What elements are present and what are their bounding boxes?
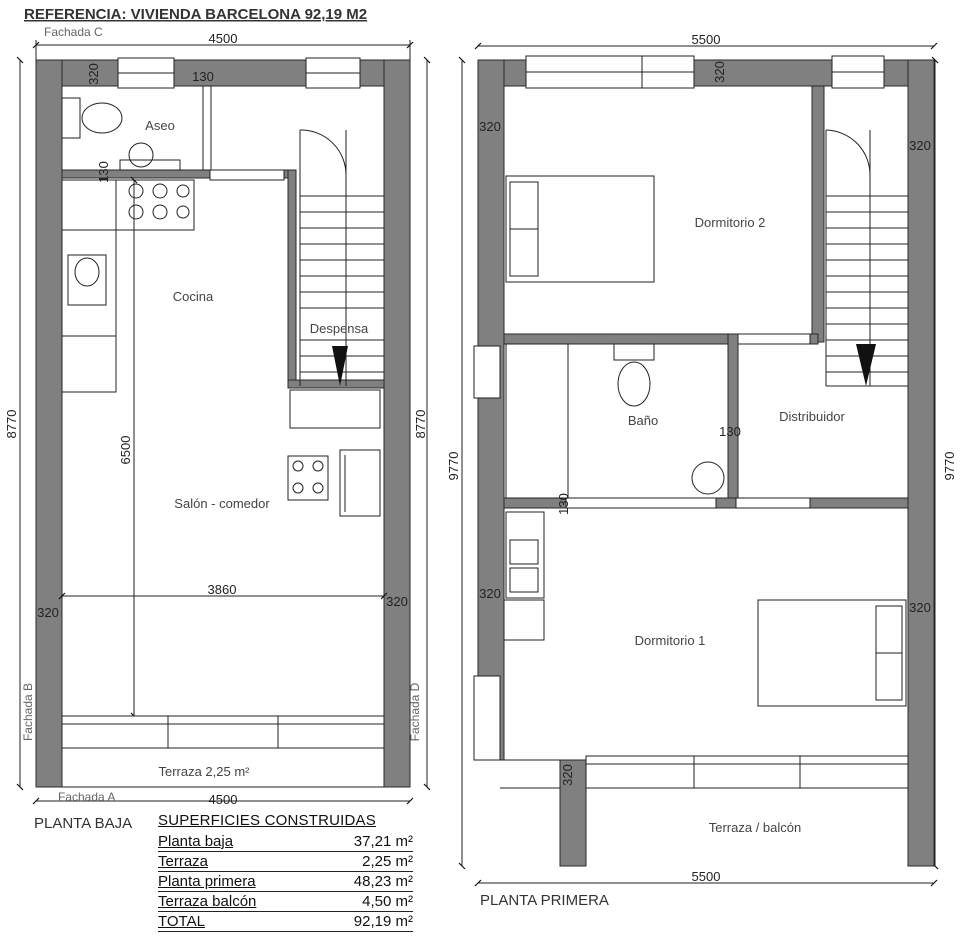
gf-room-salon: Salón - comedor <box>174 496 270 511</box>
drawing-title: REFERENCIA: VIVIENDA BARCELONA 92,19 M2 <box>24 6 368 23</box>
ff-dim-width-top: 5500 <box>691 32 721 47</box>
ff-room-distribuidor: Distribuidor <box>779 409 845 424</box>
gf-dim-width-bottom: 4500 <box>208 792 238 807</box>
ff-dim-wall-bottom: 320 <box>560 764 575 786</box>
ff-dim-wall-right-mid: 320 <box>909 600 931 615</box>
surfaces-table <box>158 812 413 932</box>
ff-dim-width-bottom: 5500 <box>691 869 721 884</box>
ff-dim-partition-a: 130 <box>719 424 741 439</box>
gf-facade-bottom: Fachada A <box>58 790 116 804</box>
ground-floor-plan <box>4 25 428 832</box>
ground-stairs <box>300 130 384 386</box>
surfaces-row-label: Planta baja <box>158 833 234 850</box>
gf-dim-interior-height: 6500 <box>118 435 133 465</box>
surfaces-row <box>158 892 413 912</box>
ff-room-dormitorio2: Dormitorio 2 <box>694 215 766 230</box>
surfaces-row-value: 2,25 m² <box>362 853 413 870</box>
first-floor-plan <box>446 32 957 909</box>
ff-dim-wall-left-top: 320 <box>479 119 501 134</box>
ff-room-terraza: Terraza / balcón <box>708 820 802 835</box>
surfaces-row <box>158 852 413 872</box>
gf-dim-wall-top: 320 <box>86 63 101 85</box>
ff-dim-wall-top: 320 <box>712 61 727 83</box>
first-floor-label: PLANTA PRIMERA <box>480 892 609 909</box>
gf-room-despensa: Despensa <box>309 321 369 336</box>
gf-dim-partition-b: 130 <box>96 161 111 183</box>
gf-dim-partition-a: 130 <box>192 69 214 84</box>
gf-dim-wall-left: 320 <box>37 605 59 620</box>
surfaces-row-label: Terraza balcón <box>158 893 257 910</box>
ff-room-bano: Baño <box>627 413 659 428</box>
gf-dim-height-right: 8770 <box>413 409 428 439</box>
surfaces-heading: SUPERFICIES CONSTRUIDAS <box>158 812 376 829</box>
gf-room-cocina: Cocina <box>172 289 214 304</box>
ff-room-dormitorio1: Dormitorio 1 <box>634 633 706 648</box>
surfaces-row <box>158 872 413 892</box>
gf-dim-width-top: 4500 <box>208 31 238 46</box>
gf-facade-top: Fachada C <box>44 25 103 39</box>
surfaces-row-total <box>158 912 413 932</box>
ff-dim-wall-left-mid: 320 <box>479 586 501 601</box>
surfaces-row-label: Planta primera <box>158 873 256 890</box>
surfaces-row-label: Terraza <box>158 853 209 870</box>
surfaces-row-value: 4,50 m² <box>362 893 413 910</box>
first-stairs <box>826 130 908 386</box>
ff-dim-partition-b: 130 <box>556 493 571 515</box>
surfaces-row-value: 37,21 m² <box>353 833 413 850</box>
ff-dim-wall-right-top: 320 <box>909 138 931 153</box>
gf-room-terraza: Terraza 2,25 m² <box>158 764 250 779</box>
ff-dim-height-left: 9770 <box>446 451 461 481</box>
gf-room-aseo: Aseo <box>145 118 175 133</box>
surfaces-row-label: TOTAL <box>158 913 205 930</box>
gf-facade-left: Fachada B <box>21 682 35 742</box>
ground-floor-label: PLANTA BAJA <box>34 815 133 832</box>
gf-dim-wall-right: 320 <box>386 594 408 609</box>
gf-dim-height-left: 8770 <box>4 409 19 439</box>
gf-facade-right: Fachada D <box>408 682 422 742</box>
ff-dim-height-right: 9770 <box>942 451 957 481</box>
gf-dim-interior-width: 3860 <box>207 582 237 597</box>
surfaces-row-value: 92,19 m² <box>353 913 413 930</box>
surfaces-row-value: 48,23 m² <box>353 873 413 890</box>
surfaces-row <box>158 832 413 852</box>
